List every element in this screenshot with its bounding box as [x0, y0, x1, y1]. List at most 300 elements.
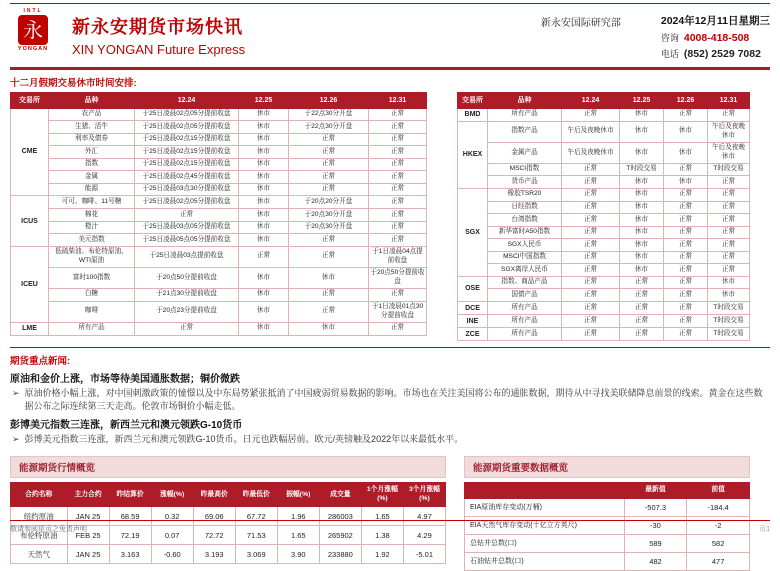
schedule-cell: 正常 — [664, 264, 708, 277]
schedule-cell: 于25日凌晨03点05分提前收盘 — [135, 221, 239, 234]
product-name: 金属 — [49, 171, 135, 184]
column-header: 交易所 — [458, 92, 488, 108]
product-name: 美元指数 — [49, 234, 135, 247]
schedule-cell: 于25日凌晨03点30分提前收盘 — [135, 183, 239, 196]
schedule-cell: 正常 — [289, 183, 369, 196]
product-name: 低硫柴油、布伦特原油、WTI原油 — [49, 246, 135, 267]
product-name: 富时100指数 — [49, 267, 135, 288]
schedule-cell: 正常 — [289, 171, 369, 184]
news-body-text: 彭博美元指数三连涨，新西兰元和澳元领跌G-10货币。日元也跌幅居前。欧元/英镑触及2022年以来最低水平。 — [24, 434, 464, 445]
disclaimer-text: 敬请参阅尾页之免责声明 — [10, 526, 87, 533]
schedule-cell: 正常 — [664, 302, 708, 315]
schedule-cell: 正常 — [708, 239, 750, 252]
schedule-cell: 正常 — [562, 188, 620, 201]
holiday-row — [11, 221, 427, 234]
schedule-cell: 休市 — [620, 121, 664, 142]
product-name: 金属产品 — [488, 142, 562, 163]
holiday-tables — [10, 92, 770, 342]
consult-line — [661, 31, 770, 47]
holiday-row — [458, 163, 750, 176]
data-cell: -30 — [624, 516, 687, 534]
holiday-row — [11, 133, 427, 146]
exchange-name: CME — [11, 108, 49, 196]
schedule-cell: 于1日凌晨04点提前收盘 — [369, 246, 427, 267]
schedule-cell: 休市 — [289, 267, 369, 288]
holiday-row — [458, 315, 750, 328]
holiday-row — [458, 264, 750, 277]
product-name: SGX人民币 — [488, 239, 562, 252]
column-header: 成交量 — [319, 483, 361, 507]
holiday-table-left — [10, 92, 427, 336]
schedule-cell: 正常 — [664, 163, 708, 176]
exchange-name: SGX — [458, 188, 488, 276]
schedule-cell: 休市 — [664, 176, 708, 189]
schedule-cell: 正常 — [369, 209, 427, 222]
schedule-cell: 正常 — [562, 108, 620, 121]
holiday-row — [11, 246, 427, 267]
schedule-cell: 休市 — [239, 221, 289, 234]
holiday-row — [458, 201, 750, 214]
arrow-bullet-icon: ➢ — [12, 388, 20, 399]
page-title-en: XIN YONGAN Future Express — [72, 42, 246, 57]
data-header-row — [465, 483, 750, 498]
column-header: 昨最低价 — [235, 483, 277, 507]
product-name: 指数 — [49, 158, 135, 171]
research-dept-label: 新永安国际研究部 — [540, 18, 621, 29]
holiday-row — [11, 196, 427, 209]
schedule-cell: 休市 — [239, 121, 289, 134]
holiday-row — [458, 108, 750, 121]
schedule-cell: 正常 — [369, 133, 427, 146]
header-right — [541, 8, 770, 63]
arrow-bullet-icon: ➢ — [12, 434, 20, 445]
data-cell: 71.53 — [235, 526, 277, 545]
data-cell: 4.29 — [403, 526, 445, 545]
exchange-name: INE — [458, 315, 488, 328]
news-list — [10, 370, 770, 446]
column-header: 12.25 — [620, 92, 664, 108]
schedule-cell: 于20点50分提前收盘 — [135, 267, 239, 288]
column-header — [465, 483, 625, 498]
data-cell: 72.19 — [109, 526, 151, 545]
data-cell: -0.60 — [151, 545, 193, 564]
column-header: 12.25 — [239, 92, 289, 108]
phone-label: 电话 — [660, 48, 679, 59]
holiday-row — [458, 188, 750, 201]
column-header: 最新值 — [624, 483, 687, 498]
data-cell: 3.90 — [277, 545, 319, 564]
exchange-name: LME — [11, 322, 49, 335]
schedule-cell: 正常 — [620, 276, 664, 289]
schedule-cell: 正常 — [369, 234, 427, 247]
news-body — [10, 387, 770, 413]
schedule-cell: 正常 — [135, 322, 239, 335]
schedule-cell: 正常 — [562, 264, 620, 277]
schedule-cell: 于25日凌晨02点05分提前收盘 — [135, 196, 239, 209]
schedule-cell: 正常 — [369, 196, 427, 209]
schedule-cell: 正常 — [708, 251, 750, 264]
holiday-row — [11, 234, 427, 247]
news-headline: 原油和金价上涨，市场等待美国通胀数据；铜价微跌 — [10, 374, 240, 386]
schedule-cell: 休市 — [620, 201, 664, 214]
product-name: 台湾指数 — [488, 214, 562, 227]
data-row — [11, 545, 446, 564]
data-cell: 1.65 — [277, 526, 319, 545]
schedule-cell: 正常 — [664, 276, 708, 289]
schedule-cell: 正常 — [562, 289, 620, 302]
schedule-cell: 休市 — [239, 301, 289, 322]
header — [10, 4, 770, 66]
data-cell: 天然气 — [11, 545, 68, 564]
schedule-cell: 正常 — [369, 158, 427, 171]
schedule-cell: 正常 — [708, 188, 750, 201]
schedule-cell: 正常 — [664, 251, 708, 264]
product-name: 所有产品 — [488, 315, 562, 328]
product-name: 所有产品 — [488, 302, 562, 315]
column-header: 3个月涨幅(%) — [403, 483, 445, 507]
date-contact-block — [661, 13, 770, 63]
schedule-cell: 正常 — [289, 246, 369, 267]
product-name: 外汇 — [49, 146, 135, 159]
data-cell: 233880 — [319, 545, 361, 564]
holiday-row — [11, 267, 427, 288]
footer-divider — [10, 520, 770, 521]
news-headline: 彭博美元指数三连涨，新西兰元和澳元领跌G-10货币 — [10, 420, 243, 432]
exchange-name: DCE — [458, 302, 488, 315]
data-row — [465, 552, 750, 570]
exchange-name: HKEX — [458, 121, 488, 188]
data-cell: 3.163 — [109, 545, 151, 564]
schedule-cell: 休市 — [620, 226, 664, 239]
schedule-cell: 于25日凌晨02点15分提前收盘 — [135, 158, 239, 171]
data-row — [465, 534, 750, 552]
schedule-cell: 于20点20分开盘 — [289, 196, 369, 209]
schedule-cell: 正常 — [708, 176, 750, 189]
schedule-cell: 正常 — [708, 201, 750, 214]
column-header: 12.24 — [562, 92, 620, 108]
column-header: 涨幅(%) — [151, 483, 193, 507]
holiday-row — [11, 209, 427, 222]
product-name: 农产品 — [49, 108, 135, 121]
bottom-section — [10, 456, 770, 570]
data-cell: 1.65 — [361, 507, 403, 526]
schedule-cell: 正常 — [562, 163, 620, 176]
schedule-cell: 于25日凌晨02点15分提前收盘 — [135, 146, 239, 159]
data-cell: -2 — [687, 516, 750, 534]
schedule-cell: 休市 — [239, 209, 289, 222]
column-header: 12.31 — [708, 92, 750, 108]
exchange-name: ICUS — [11, 196, 49, 246]
energy-stats-section — [464, 456, 750, 570]
schedule-cell: 正常 — [620, 302, 664, 315]
data-cell: 477 — [687, 552, 750, 570]
schedule-cell: 于1日凌晨01点30分提前收盘 — [369, 301, 427, 322]
data-cell: EIA原油库存变动(万桶) — [465, 498, 625, 516]
column-header: 1个月涨幅(%) — [361, 483, 403, 507]
schedule-cell: 正常 — [664, 328, 708, 341]
data-cell: JAN 25 — [67, 507, 109, 526]
product-name: 橡胶TSR20 — [488, 188, 562, 201]
data-cell: 3.193 — [193, 545, 235, 564]
product-name: 货币产品 — [488, 176, 562, 189]
schedule-cell: 午后及夜晚休市 — [562, 142, 620, 163]
news-item — [10, 416, 770, 446]
schedule-cell: 正常 — [369, 221, 427, 234]
consult-label: 咨询 — [660, 33, 679, 43]
holiday-header-row — [458, 92, 750, 108]
data-cell: 0.07 — [151, 526, 193, 545]
data-row — [465, 498, 750, 516]
schedule-cell: 于25日凌晨02点05分提前收盘 — [135, 108, 239, 121]
schedule-cell: 休市 — [239, 196, 289, 209]
holiday-row — [458, 302, 750, 315]
schedule-cell: 正常 — [289, 288, 369, 301]
holiday-row — [458, 328, 750, 341]
schedule-cell: 于22点30分开盘 — [289, 108, 369, 121]
product-name: MSCI中国指数 — [488, 251, 562, 264]
schedule-cell: 正常 — [289, 158, 369, 171]
schedule-cell: 休市 — [620, 251, 664, 264]
schedule-cell: 正常 — [708, 214, 750, 227]
schedule-cell: 休市 — [620, 188, 664, 201]
schedule-cell: 休市 — [708, 289, 750, 302]
schedule-cell: 休市 — [289, 322, 369, 335]
product-name: 国债产品 — [488, 289, 562, 302]
schedule-cell: 休市 — [239, 322, 289, 335]
schedule-cell: 于25日凌晨03点提前收盘 — [135, 246, 239, 267]
schedule-cell: 正常 — [664, 315, 708, 328]
seal-icon: 永 — [18, 15, 48, 45]
column-header: 品种 — [49, 92, 135, 108]
data-cell: 3.069 — [235, 545, 277, 564]
data-cell: 1.38 — [361, 526, 403, 545]
holiday-row — [11, 301, 427, 322]
schedule-cell: T时段交易 — [708, 315, 750, 328]
schedule-cell: 正常 — [620, 289, 664, 302]
schedule-cell: 正常 — [562, 226, 620, 239]
schedule-cell: 正常 — [708, 264, 750, 277]
company-logo — [10, 8, 56, 52]
schedule-cell: 休市 — [239, 158, 289, 171]
footer — [10, 520, 770, 534]
schedule-cell: 正常 — [562, 176, 620, 189]
schedule-cell: 正常 — [289, 234, 369, 247]
schedule-cell: 午后及夜晚休市 — [562, 121, 620, 142]
schedule-cell: 休市 — [239, 108, 289, 121]
schedule-cell: 正常 — [562, 201, 620, 214]
schedule-cell: 正常 — [664, 239, 708, 252]
product-name: 指数产品 — [488, 121, 562, 142]
news-section-title: 期货重点新闻: — [10, 356, 71, 368]
data-cell: -507.3 — [624, 498, 687, 516]
data-cell: 纽约原油 — [11, 507, 68, 526]
product-name: 日经指数 — [488, 201, 562, 214]
news-item — [10, 370, 770, 413]
column-header: 12.26 — [289, 92, 369, 108]
data-cell: 589 — [624, 534, 687, 552]
holiday-row — [458, 142, 750, 163]
schedule-cell: 于20点23分提前收盘 — [135, 301, 239, 322]
data-cell: 1.92 — [361, 545, 403, 564]
column-header: 振幅(%) — [277, 483, 319, 507]
news-body — [10, 433, 770, 446]
schedule-cell: 休市 — [620, 142, 664, 163]
column-header: 前值 — [687, 483, 750, 498]
schedule-cell: 正常 — [369, 121, 427, 134]
product-name: 指数、商品产品 — [488, 276, 562, 289]
holiday-row — [458, 226, 750, 239]
holiday-row — [458, 276, 750, 289]
schedule-cell: 休市 — [239, 171, 289, 184]
product-name: 所有产品 — [49, 322, 135, 335]
schedule-cell: 于25日凌晨02点45分提前收盘 — [135, 171, 239, 184]
holiday-row — [11, 322, 427, 335]
schedule-cell: 休市 — [620, 108, 664, 121]
holiday-row — [458, 121, 750, 142]
schedule-cell: 正常 — [562, 315, 620, 328]
exchange-name: BMD — [458, 108, 488, 121]
schedule-cell: 正常 — [562, 251, 620, 264]
holiday-row — [11, 108, 427, 121]
schedule-cell: 正常 — [369, 183, 427, 196]
column-header: 品种 — [488, 92, 562, 108]
column-header: 交易所 — [11, 92, 49, 108]
schedule-cell: 正常 — [620, 315, 664, 328]
column-header: 合约名称 — [11, 483, 68, 507]
energy-quotes-section — [10, 456, 446, 564]
column-header: 昨最高价 — [193, 483, 235, 507]
schedule-cell: 休市 — [239, 288, 289, 301]
report-date: 2024年12月11日星期三 — [660, 15, 770, 27]
exchange-name: OSE — [458, 276, 488, 301]
data-cell: 69.06 — [193, 507, 235, 526]
product-name: 咖啡 — [49, 301, 135, 322]
holiday-row — [458, 214, 750, 227]
schedule-cell: 正常 — [562, 214, 620, 227]
product-name: 白糖 — [49, 288, 135, 301]
schedule-cell: 正常 — [369, 322, 427, 335]
data-cell: FEB 25 — [67, 526, 109, 545]
data-cell: 72.72 — [193, 526, 235, 545]
page-number: 页1 — [759, 526, 770, 533]
phone-number: (852) 2529 7082 — [683, 47, 761, 60]
energy-quotes-title: 能源期货行情概览 — [10, 456, 446, 478]
schedule-cell: 于20点30分开盘 — [289, 221, 369, 234]
schedule-cell: 休市 — [620, 176, 664, 189]
schedule-cell: T时段交易 — [708, 163, 750, 176]
data-cell: -5.01 — [403, 545, 445, 564]
schedule-cell: 于22点30分开盘 — [289, 121, 369, 134]
schedule-cell: 正常 — [369, 108, 427, 121]
data-cell: EIA天然气库存变动(十亿立方英尺) — [465, 516, 625, 534]
schedule-cell: 正常 — [562, 239, 620, 252]
data-cell: 1.96 — [277, 507, 319, 526]
schedule-cell: 休市 — [239, 267, 289, 288]
holiday-row — [11, 183, 427, 196]
schedule-cell: 休市 — [664, 121, 708, 142]
product-name: SGX离岸人民币 — [488, 264, 562, 277]
schedule-cell: T时段交易 — [620, 163, 664, 176]
data-cell: 石油钻井总数(口) — [465, 552, 625, 570]
schedule-cell: T时段交易 — [708, 302, 750, 315]
holiday-row — [458, 176, 750, 189]
schedule-cell: 于25日凌晨02点15分提前收盘 — [135, 133, 239, 146]
exchange-name: ZCE — [458, 328, 488, 341]
schedule-cell: 正常 — [620, 328, 664, 341]
data-cell: 总钻井总数(口) — [465, 534, 625, 552]
schedule-cell: 午后及夜晚休市 — [708, 121, 750, 142]
schedule-cell: 正常 — [369, 146, 427, 159]
schedule-cell: 正常 — [562, 302, 620, 315]
schedule-cell: 正常 — [664, 214, 708, 227]
holiday-row — [11, 288, 427, 301]
phone-line — [661, 47, 770, 63]
product-name: 橙汁 — [49, 221, 135, 234]
data-header-row — [11, 483, 446, 507]
product-name: 生猪、活牛 — [49, 121, 135, 134]
schedule-cell: 正常 — [369, 171, 427, 184]
energy-stats-title: 能源期货重要数据概览 — [464, 456, 750, 478]
schedule-cell: 正常 — [562, 276, 620, 289]
data-cell: 265902 — [319, 526, 361, 545]
schedule-cell: 休市 — [664, 142, 708, 163]
product-name: MSCI指数 — [488, 163, 562, 176]
header-divider — [10, 67, 770, 70]
schedule-cell: 午后及夜晚休市 — [708, 142, 750, 163]
holiday-row — [11, 146, 427, 159]
data-cell: 68.59 — [109, 507, 151, 526]
schedule-cell: 正常 — [664, 188, 708, 201]
schedule-cell: 正常 — [664, 201, 708, 214]
holiday-header-row — [11, 92, 427, 108]
product-name: 可可、咖啡、11号糖 — [49, 196, 135, 209]
logo-bottom-text: YONGAN — [17, 46, 49, 52]
holiday-row — [11, 121, 427, 134]
holiday-row — [458, 251, 750, 264]
holiday-section-title: 十二月假期交易休市时间安排: — [10, 77, 137, 89]
schedule-cell: 正常 — [369, 288, 427, 301]
data-cell: JAN 25 — [67, 545, 109, 564]
schedule-cell: 正常 — [239, 246, 289, 267]
schedule-cell: 正常 — [664, 289, 708, 302]
holiday-row — [11, 158, 427, 171]
schedule-cell: 休市 — [239, 183, 289, 196]
product-name: 新华富时A50指数 — [488, 226, 562, 239]
data-cell: 67.72 — [235, 507, 277, 526]
schedule-cell: 休市 — [620, 214, 664, 227]
product-name: 棉花 — [49, 209, 135, 222]
schedule-cell: 于20点30分开盘 — [289, 209, 369, 222]
data-cell: 286003 — [319, 507, 361, 526]
schedule-cell: 于25日凌晨05点05分提前收盘 — [135, 234, 239, 247]
logo-top-text: INTL — [23, 8, 43, 14]
schedule-cell: 休市 — [239, 133, 289, 146]
holiday-table-right — [457, 92, 750, 342]
holiday-row — [458, 239, 750, 252]
schedule-cell: 休市 — [708, 276, 750, 289]
product-name: 所有产品 — [488, 328, 562, 341]
data-cell: 4.97 — [403, 507, 445, 526]
data-cell: 0.32 — [151, 507, 193, 526]
column-header: 主力合约 — [67, 483, 109, 507]
schedule-cell: 休市 — [239, 146, 289, 159]
exchange-name: ICEU — [11, 246, 49, 322]
schedule-cell: 于25日凌晨02点05分提前收盘 — [135, 121, 239, 134]
holiday-row — [11, 171, 427, 184]
column-header: 12.24 — [135, 92, 239, 108]
news-divider — [10, 347, 770, 348]
consult-phone: 4008-418-508 — [683, 32, 750, 44]
